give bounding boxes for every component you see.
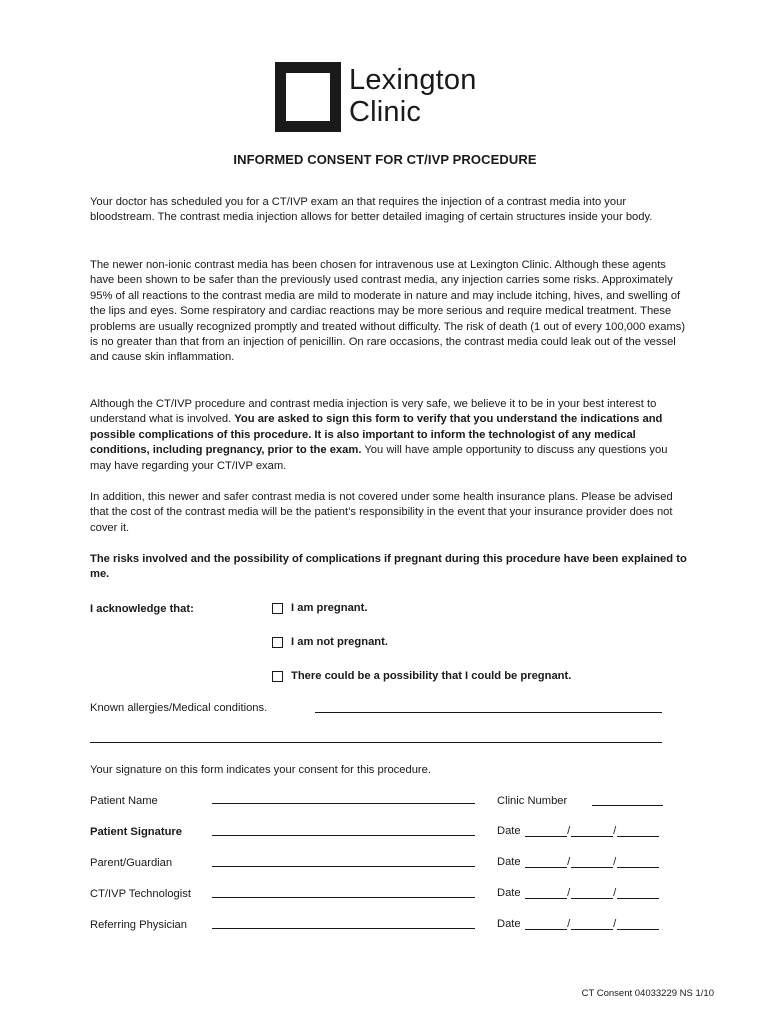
option-possibly-pregnant[interactable]: [272, 670, 571, 682]
option-pregnant[interactable]: [272, 602, 367, 614]
date-label: Date: [497, 856, 521, 868]
allergies-field-line-2[interactable]: [90, 742, 662, 743]
understanding-text-end: You will have ample opportunity to discuss any questions you may have regarding your CT/IVP exam.: [90, 444, 668, 472]
option-pregnant-label: I am pregnant.: [291, 602, 368, 614]
consent-statement: Your signature on this form indicates your consent for this procedure.: [90, 764, 431, 776]
parent-guardian-date[interactable]: [497, 856, 659, 868]
date-year-field[interactable]: [617, 856, 659, 868]
lexington-clinic-mark-icon: [275, 62, 341, 132]
technologist-date[interactable]: [497, 887, 659, 899]
understanding-text-start: Although the CT/IVP procedure and contrast media injection is very safe, we believe it to be in your best interest to understand what is involved.: [90, 398, 657, 426]
contrast-risks-paragraph: The newer non-ionic contrast media has been chosen for intravenous use at Lexington Clinic. Although these agents have been shown to be safer than the previously used contrast media, any injection carries some risks. Approximately 95% of all reactions to the contrast media are mild to moderate in nature and may include itching, hives, and swelling of the lips and eyes. Some respiratory and cardiac reactions may be more serious and require medical treatment. These problems are usually recognized promptly and treated without difficulty. The risk of death (1 out of every 100,000 exams) is no greater than that from an injection of penicillin. On rare occasions, the contrast media could leak out of the vessel and cause skin inflammation.: [90, 259, 686, 364]
form-footer-code: CT Consent 04033229 NS 1/10: [581, 988, 714, 999]
date-separator: /: [567, 887, 571, 899]
date-day-field[interactable]: [571, 856, 613, 868]
date-month-field[interactable]: [525, 825, 567, 837]
risks-explained-statement: The risks involved and the possibility of complications if pregnant during this procedure have been explained to me.: [90, 553, 687, 581]
date-label: Date: [497, 825, 521, 837]
referring-physician-label: Referring Physician: [90, 919, 188, 931]
clinic-name-line1: Lexington: [349, 64, 477, 96]
clinic-name: [349, 64, 477, 128]
date-year-field[interactable]: [617, 887, 659, 899]
date-day-field[interactable]: [571, 825, 613, 837]
pregnant-checkbox[interactable]: [272, 603, 283, 614]
option-possibly-pregnant-label: There could be a possibility that I could be pregnant.: [291, 670, 572, 682]
patient-name-field[interactable]: [212, 803, 475, 804]
option-not-pregnant-label: I am not pregnant.: [291, 636, 388, 648]
date-day-field[interactable]: [571, 918, 613, 930]
date-separator: /: [613, 825, 617, 837]
clinic-logo: [275, 62, 505, 134]
patient-signature-label: Patient Signature: [90, 826, 183, 838]
allergies-label: Known allergies/Medical conditions.: [90, 702, 268, 714]
parent-guardian-label: Parent/Guardian: [90, 857, 173, 869]
date-separator: /: [567, 825, 571, 837]
referring-physician-field[interactable]: [212, 928, 475, 929]
date-month-field[interactable]: [525, 856, 567, 868]
date-separator: /: [567, 918, 571, 930]
clinic-number-label: Clinic Number: [497, 795, 568, 807]
clinic-number-field[interactable]: [592, 805, 663, 806]
understanding-paragraph: [90, 397, 690, 474]
clinic-name-line2: Clinic: [349, 96, 422, 128]
form-title: INFORMED CONSENT FOR CT/IVP PROCEDURE: [233, 152, 537, 167]
insurance-paragraph: In addition, this newer and safer contrast media is not covered under some health insurance plans. Please be advised that the cost of the contrast media will be the patient’s responsibility in the event that your insurance provider does not cover it.: [90, 491, 673, 534]
date-label: Date: [497, 918, 521, 930]
date-year-field[interactable]: [617, 825, 659, 837]
technologist-field[interactable]: [212, 897, 475, 898]
technologist-label: CT/IVP Technologist: [90, 888, 191, 900]
date-label: Date: [497, 887, 521, 899]
date-separator: /: [613, 856, 617, 868]
possibly-pregnant-checkbox[interactable]: [272, 671, 283, 682]
referring-physician-date[interactable]: [497, 918, 659, 930]
date-day-field[interactable]: [571, 887, 613, 899]
not-pregnant-checkbox[interactable]: [272, 637, 283, 648]
date-month-field[interactable]: [525, 918, 567, 930]
date-separator: /: [613, 887, 617, 899]
date-month-field[interactable]: [525, 887, 567, 899]
allergies-field-line-1[interactable]: [315, 712, 662, 713]
date-separator: /: [567, 856, 571, 868]
intro-paragraph: Your doctor has scheduled you for a CT/IVP exam an that requires the injection of a contrast media into your bloodstream. The contrast media injection allows for better detailed imaging of certain structures inside your body.: [90, 196, 653, 224]
understanding-text-bold: You are asked to sign this form to verify that you understand the indications and possible complications of this procedure. It is also important to inform the technologist of any medical conditions, including pregnancy, prior to the exam.: [90, 413, 663, 457]
date-separator: /: [613, 918, 617, 930]
acknowledge-label: I acknowledge that:: [90, 603, 194, 615]
option-not-pregnant[interactable]: [272, 636, 388, 648]
patient-name-label: Patient Name: [90, 795, 158, 807]
date-year-field[interactable]: [617, 918, 659, 930]
parent-guardian-field[interactable]: [212, 866, 475, 867]
patient-signature-date[interactable]: [497, 825, 659, 837]
patient-signature-field[interactable]: [212, 835, 475, 836]
